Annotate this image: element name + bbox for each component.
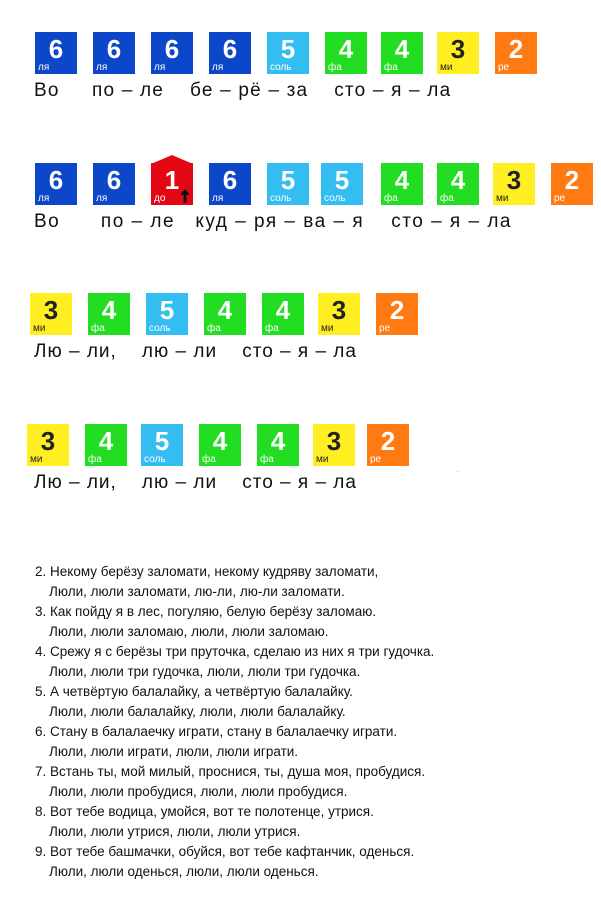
note-number: 2 bbox=[564, 165, 580, 195]
note-number: 5 bbox=[159, 295, 175, 325]
note-name: ре bbox=[379, 323, 391, 334]
note-block bbox=[204, 293, 246, 335]
note-number: 4 bbox=[98, 426, 114, 456]
note-number: 3 bbox=[326, 426, 342, 456]
note-block bbox=[257, 424, 299, 466]
note-number: 3 bbox=[450, 34, 466, 64]
note-block bbox=[93, 32, 135, 74]
note-name: ре bbox=[370, 454, 382, 465]
note-name: до bbox=[154, 193, 166, 204]
note-number: 3 bbox=[40, 426, 56, 456]
note-name: соль bbox=[324, 193, 346, 204]
note-number: 5 bbox=[334, 165, 350, 195]
note-row-3 bbox=[0, 293, 601, 362]
note-name: фа bbox=[88, 454, 102, 465]
lyrics-line: Лю – ли, лю – ли сто – я – ла bbox=[34, 472, 357, 493]
note-number: 1 bbox=[164, 165, 180, 195]
note-block bbox=[376, 293, 418, 335]
verse-line: 3. Как пойду я в лес, погуляю, белую берёзу заломаю. bbox=[35, 604, 377, 619]
note-block bbox=[551, 163, 593, 205]
note-name: ми bbox=[440, 62, 453, 73]
note-name: ми bbox=[30, 454, 43, 465]
stray-mark: · bbox=[456, 467, 459, 476]
note-block bbox=[88, 293, 130, 335]
note-block bbox=[267, 163, 309, 205]
note-number: 3 bbox=[331, 295, 347, 325]
note-block bbox=[141, 424, 183, 466]
note-block bbox=[313, 424, 355, 466]
note-number: 4 bbox=[275, 295, 291, 325]
note-block bbox=[321, 163, 363, 205]
note-number: 6 bbox=[48, 165, 64, 195]
note-block bbox=[93, 163, 135, 205]
verse-item bbox=[35, 602, 595, 642]
note-block bbox=[381, 32, 423, 74]
note-name: фа bbox=[440, 193, 454, 204]
note-name: фа bbox=[207, 323, 221, 334]
note-name: ре bbox=[498, 62, 510, 73]
note-block bbox=[367, 424, 409, 466]
note-number: 4 bbox=[394, 34, 410, 64]
roof-shape bbox=[151, 155, 193, 164]
verse-refrain: Люли, люли оденься, люли, люли оденься. bbox=[49, 864, 319, 879]
note-number: 4 bbox=[394, 165, 410, 195]
verse-refrain: Люли, люли утрися, люли, люли утрися. bbox=[49, 824, 301, 839]
note-number: 5 bbox=[280, 34, 296, 64]
verse-refrain: Люли, люли заломати, лю-ли, лю-ли заломати. bbox=[49, 584, 345, 599]
note-name: фа bbox=[260, 454, 274, 465]
note-block bbox=[151, 32, 193, 74]
note-name: соль bbox=[144, 454, 166, 465]
note-number: 3 bbox=[506, 165, 522, 195]
verse-item bbox=[35, 642, 595, 682]
verse-line: 2. Некому берёзу заломати, некому кудряву заломати, bbox=[35, 564, 379, 579]
note-number: 6 bbox=[164, 34, 180, 64]
note-row-1 bbox=[0, 32, 601, 101]
note-name: фа bbox=[265, 323, 279, 334]
note-name: соль bbox=[270, 193, 292, 204]
verse-refrain: Люли, люли играти, люли, люли играти. bbox=[49, 744, 299, 759]
note-block bbox=[199, 424, 241, 466]
note-number: 4 bbox=[217, 295, 233, 325]
note-name: фа bbox=[328, 62, 342, 73]
verse-refrain: Люли, люли пробудися, люли, люли пробудися. bbox=[49, 784, 348, 799]
note-number: 2 bbox=[508, 34, 524, 64]
verse-item bbox=[35, 562, 595, 602]
note-block bbox=[437, 163, 479, 205]
note-number: 2 bbox=[389, 295, 405, 325]
note-block bbox=[151, 163, 193, 205]
verse-line: 6. Стану в балалаечку играти, стану в балалаечку играти. bbox=[35, 724, 398, 739]
note-name: ми bbox=[33, 323, 46, 334]
note-block bbox=[318, 293, 360, 335]
note-number: 2 bbox=[380, 426, 396, 456]
note-name: соль bbox=[149, 323, 171, 334]
verse-line: 4. Срежу я с берёзы три пруточка, сделаю из них я три гудочка. bbox=[35, 644, 435, 659]
note-row-2 bbox=[0, 163, 601, 232]
note-number: 5 bbox=[154, 426, 170, 456]
verse-refrain: Люли, люли заломаю, люли, люли заломаю. bbox=[49, 624, 329, 639]
note-name: фа bbox=[202, 454, 216, 465]
verse-item bbox=[35, 802, 595, 842]
note-name: ля bbox=[212, 193, 224, 204]
note-block bbox=[146, 293, 188, 335]
note-number: 4 bbox=[338, 34, 354, 64]
note-number: 6 bbox=[106, 165, 122, 195]
note-number: 6 bbox=[48, 34, 64, 64]
note-block bbox=[209, 32, 251, 74]
note-number: 6 bbox=[106, 34, 122, 64]
note-name: ми bbox=[496, 193, 509, 204]
verse-line: 5. А четвёртую балалайку, а четвёртую балалайку. bbox=[35, 684, 353, 699]
note-block bbox=[325, 32, 367, 74]
note-row-4 bbox=[0, 424, 601, 493]
verse-refrain: Люли, люли балалайку, люли, люли балалайку. bbox=[49, 704, 346, 719]
note-name: ля bbox=[96, 193, 108, 204]
note-block bbox=[85, 424, 127, 466]
note-number: 4 bbox=[101, 295, 117, 325]
note-name: ля bbox=[38, 62, 50, 73]
note-name: ми bbox=[321, 323, 334, 334]
note-block bbox=[209, 163, 251, 205]
note-number: 5 bbox=[280, 165, 296, 195]
lyrics-line: Лю – ли, лю – ли сто – я – ла bbox=[34, 341, 357, 362]
note-number: 6 bbox=[222, 165, 238, 195]
verses-list bbox=[35, 562, 595, 882]
verse-line: 9. Вот тебе башмачки, обуйся, вот тебе кафтанчик, оденься. bbox=[35, 844, 415, 859]
note-name: ля bbox=[38, 193, 50, 204]
verse-item bbox=[35, 842, 595, 882]
note-number: 4 bbox=[212, 426, 228, 456]
note-block bbox=[30, 293, 72, 335]
note-number: 4 bbox=[270, 426, 286, 456]
note-name: фа bbox=[384, 193, 398, 204]
note-name: ми bbox=[316, 454, 329, 465]
note-name: ля bbox=[212, 62, 224, 73]
verse-refrain: Люли, люли три гудочка, люли, люли три гудочка. bbox=[49, 664, 361, 679]
note-number: 6 bbox=[222, 34, 238, 64]
verse-item bbox=[35, 682, 595, 722]
note-name: фа bbox=[91, 323, 105, 334]
note-block bbox=[381, 163, 423, 205]
note-name: ля bbox=[96, 62, 108, 73]
lyrics-line: Во по – ле бе – рё – за сто – я – ла bbox=[34, 80, 452, 101]
verse-line: 7. Встань ты, мой милый, проснися, ты, душа моя, пробудися. bbox=[35, 764, 426, 779]
note-name: фа bbox=[384, 62, 398, 73]
note-name: ре bbox=[554, 193, 566, 204]
note-block bbox=[27, 424, 69, 466]
note-number: 4 bbox=[450, 165, 466, 195]
verse-item bbox=[35, 762, 595, 802]
note-block bbox=[437, 32, 479, 74]
note-block bbox=[35, 163, 77, 205]
note-block bbox=[267, 32, 309, 74]
note-block bbox=[262, 293, 304, 335]
lyrics-line: Во по – ле куд – ря – ва – я сто – я – ла bbox=[34, 211, 512, 232]
note-number: 3 bbox=[43, 295, 59, 325]
note-name: ля bbox=[154, 62, 166, 73]
note-name: соль bbox=[270, 62, 292, 73]
note-block bbox=[493, 163, 535, 205]
verse-item bbox=[35, 722, 595, 762]
verse-line: 8. Вот тебе водица, умойся, вот те полотенце, утрися. bbox=[35, 804, 374, 819]
note-block bbox=[495, 32, 537, 74]
note-block bbox=[35, 32, 77, 74]
